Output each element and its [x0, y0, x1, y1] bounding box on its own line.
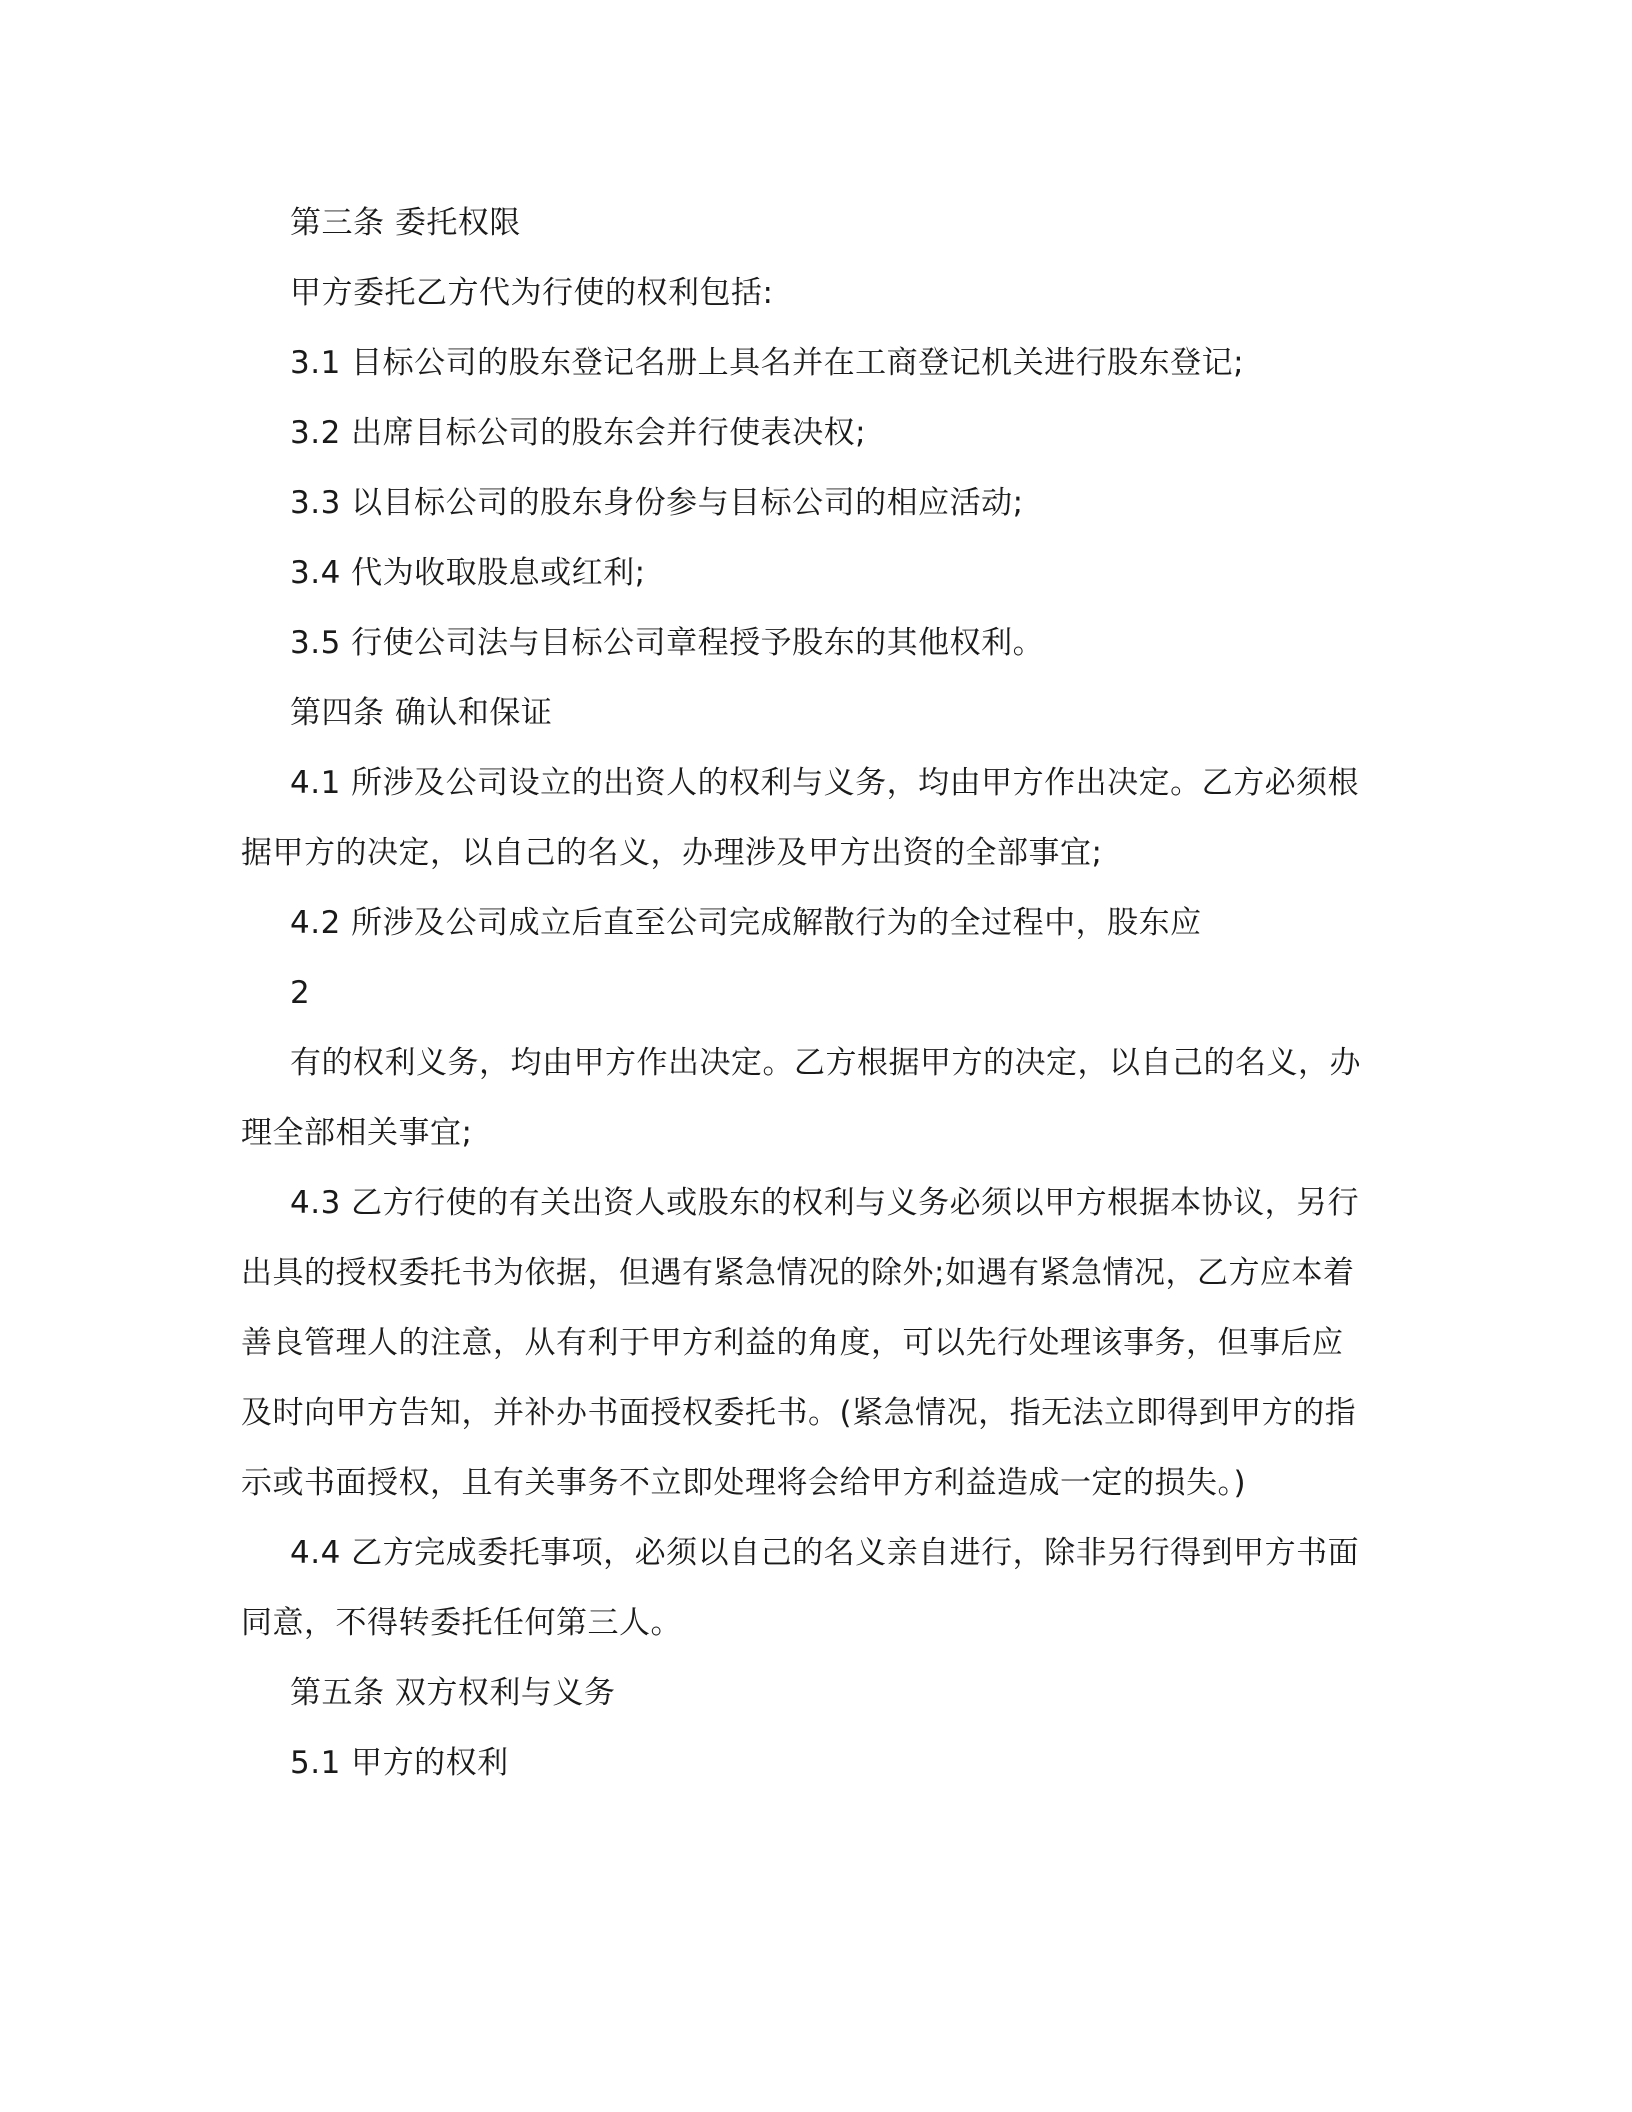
clause-4-2-line-2: 有的权利义务，均由甲方作出决定。乙方根据甲方的决定，以自己的名义，办	[290, 1045, 1361, 1081]
clause-4-3-line-3: 善良管理人的注意，从有利于甲方利益的角度，可以先行处理该事务，但事后应	[241, 1325, 1344, 1361]
page-number: 2	[290, 975, 311, 1011]
clause-4-2-line-1: 4.2 所涉及公司成立后直至公司完成解散行为的全过程中，股东应	[290, 905, 1202, 941]
clause-3-3: 3.3 以目标公司的股东身份参与目标公司的相应活动;	[290, 485, 1024, 521]
clause-4-3-line-2: 出具的授权委托书为依据，但遇有紧急情况的除外;如遇有紧急情况，乙方应本着	[241, 1255, 1355, 1291]
clause-3-4: 3.4 代为收取股息或红利;	[290, 555, 646, 591]
clause-3-2: 3.2 出席目标公司的股东会并行使表决权;	[290, 415, 867, 451]
clause-4-3-line-5: 示或书面授权，且有关事务不立即处理将会给甲方利益造成一定的损失。)	[241, 1465, 1247, 1501]
clause-4-3-line-4: 及时向甲方告知，并补办书面授权委托书。(紧急情况，指无法立即得到甲方的指	[241, 1395, 1357, 1431]
article-4-heading: 第四条 确认和保证	[290, 695, 553, 731]
clause-4-1-line-2: 据甲方的决定，以自己的名义，办理涉及甲方出资的全部事宜;	[241, 835, 1103, 871]
article-3-heading: 第三条 委托权限	[290, 205, 521, 241]
clause-3-5: 3.5 行使公司法与目标公司章程授予股东的其他权利。	[290, 625, 1045, 661]
article-3-intro: 甲方委托乙方代为行使的权利包括:	[290, 275, 774, 311]
clause-4-3-line-1: 4.3 乙方行使的有关出资人或股东的权利与义务必须以甲方根据本协议，另行	[290, 1185, 1360, 1221]
clause-4-1-line-1: 4.1 所涉及公司设立的出资人的权利与义务，均由甲方作出决定。乙方必须根	[290, 765, 1360, 801]
clause-4-4-line-1: 4.4 乙方完成委托事项，必须以自己的名义亲自进行，除非另行得到甲方书面	[290, 1535, 1360, 1571]
clause-5-1: 5.1 甲方的权利	[290, 1745, 509, 1781]
clause-4-4-line-2: 同意，不得转委托任何第三人。	[241, 1605, 682, 1641]
clause-4-2-line-3: 理全部相关事宜;	[241, 1115, 473, 1151]
clause-3-1: 3.1 目标公司的股东登记名册上具名并在工商登记机关进行股东登记;	[290, 345, 1245, 381]
article-5-heading: 第五条 双方权利与义务	[290, 1675, 616, 1711]
